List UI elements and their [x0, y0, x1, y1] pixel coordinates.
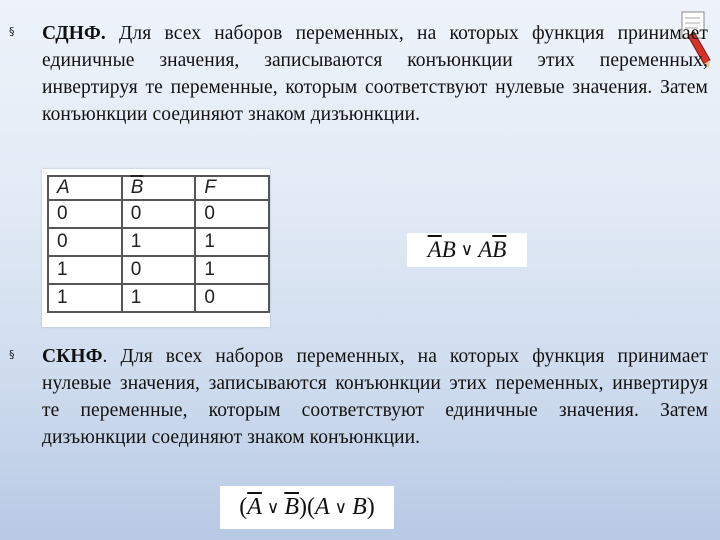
table-cell: 0 [195, 200, 269, 228]
formula-var-negated: $\overline{B}$ [284, 494, 299, 520]
sdnf-term: СДНФ. [42, 23, 106, 44]
table-cell: 1 [195, 228, 269, 256]
table-row [48, 256, 269, 284]
formula-var: B [352, 494, 367, 520]
table-cell: 0 [122, 256, 196, 284]
formula-paren: ) [366, 494, 375, 520]
table-cell: 0 [48, 200, 122, 228]
sdnf-definition: Для всех наборов переменных, на которых функция принимает единичные значения, записываются конъюнкции этих переменных, инвертируя те переменные, которым соответствуют нулевые значения. Затем конъюнкции соединяют знаком дизъюнкции. [42, 23, 708, 125]
formula-paren: ) [299, 494, 307, 520]
formula-paren: ( [307, 494, 315, 520]
table-cell: 1 [48, 284, 122, 312]
table-cell: 1 [122, 228, 196, 256]
table-cell: 1 [195, 256, 269, 284]
sknf-paragraph [42, 343, 708, 451]
bullet-marker: § [9, 25, 15, 38]
header-cell: A [48, 176, 122, 200]
truth-table-header-row [48, 176, 269, 200]
sknf-formula [220, 486, 394, 529]
sdnf-paragraph [42, 20, 708, 128]
disjunction-symbol: ∨ [266, 497, 280, 518]
table-cell: 0 [122, 200, 196, 228]
truth-table [42, 169, 270, 327]
sknf-definition: . Для всех наборов переменных, на которых функция принимает нулевые значения, записываются конъюнкции этих переменных, инвертируя те переменные, которым соответствуют единичные значения. Затем дизъюнкции соединяют знаком конъюнкции. [42, 346, 708, 448]
disjunction-symbol: ∨ [460, 240, 474, 260]
sdnf-formula [407, 233, 527, 267]
formula-paren: ( [239, 494, 248, 520]
table-cell: 0 [48, 228, 122, 256]
table-cell: 1 [122, 284, 196, 312]
table-cell: 1 [48, 256, 122, 284]
header-cell: F [195, 176, 269, 200]
table-cell: 0 [195, 284, 269, 312]
header-cell: $\overline{B}$ [122, 176, 196, 200]
table-row [48, 228, 269, 256]
sknf-term: СКНФ [42, 346, 103, 367]
formula-var: A [315, 494, 330, 520]
disjunction-symbol: ∨ [334, 497, 348, 518]
formula-var-negated: $\overline{A}$ [427, 237, 442, 262]
table-row [48, 284, 269, 312]
formula-var-negated: $\overline{A}$ [247, 494, 262, 520]
table-row [48, 200, 269, 228]
bullet-marker: § [9, 348, 15, 361]
formula-var: A [478, 237, 493, 262]
formula-var-negated: $\overline{B}$ [492, 237, 507, 262]
formula-var: B [441, 237, 456, 262]
